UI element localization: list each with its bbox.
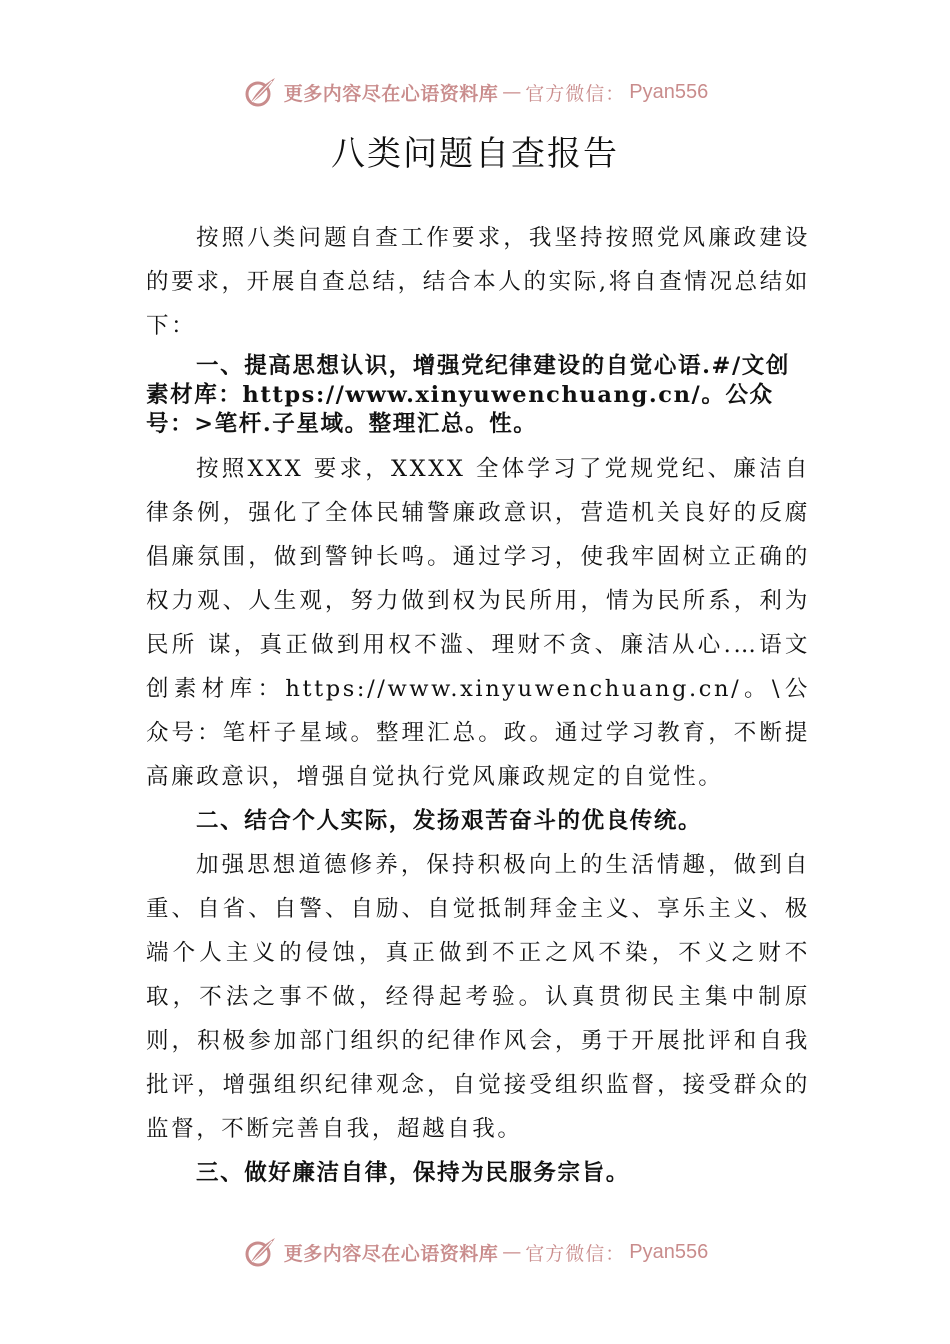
watermark-wechat-id: Pyan556 [629,80,709,103]
watermark-wechat-id: Pyan556 [629,1240,709,1263]
section-3-heading: 三、做好廉洁自律，保持为民服务宗旨。 [196,1160,630,1186]
feather-logo-icon [242,74,278,110]
watermark-separator: — [502,1241,522,1263]
feather-logo-icon [242,1234,278,1270]
section-1-paragraph: 按照XXX 要求，XXXX 全体学习了党规党纪、廉洁自律条例，强化了全体民辅警廉政意识，营造机关良好的反腐倡廉氛围，做到警钟长鸣。通过学习，使我牢固树立正确的权力观、人生观，努力做到权为民所用，情为民所系，利为民所 谋，真正做到用权不滥、理财不贪、廉洁从心.…语文创素材库：https://www.xinyuwenchuang.cn/。\公众号：笔杆子星域。整理汇总。政。通过学习教育，不断提高廉政意识，增强自觉执行党风廉政规定的自觉性。 [146,456,810,790]
watermark-footer [0,1232,950,1272]
watermark-header [0,72,950,112]
watermark-wechat-label: 官方微信： [525,1242,626,1265]
watermark-brand: 更多内容尽在心语资料库 [283,82,499,105]
section-1-heading: 一、提高思想认识，增强党纪律建设的自觉心语.#/文创素材库：https://www.xinyuwenchuang.cn/。公众号：>笔杆.子星域。整理汇总。性。 [146,353,791,437]
document-body [146,216,810,1195]
watermark-brand: 更多内容尽在心语资料库 [283,1242,499,1265]
section-2-paragraph: 加强思想道德修养，保持积极向上的生活情趣，做到自重、自省、自警、自励、自觉抵制拜金主义、享乐主义、极端个人主义的侵蚀，真正做到不正之风不染，不义之财不取，不法之事不做，经得起考验。认真贯彻民主集中制原则，积极参加部门组织的纪律作风会，勇于开展批评和自我批评，增强组织纪律观念，自觉接受组织监督，接受群众的监督，不断完善自我，超越自我。 [146,852,810,1142]
section-2-heading: 二、结合个人实际，发扬艰苦奋斗的优良传统。 [196,808,703,834]
watermark-separator: — [502,81,522,103]
intro-paragraph: 按照八类问题自查工作要求，我坚持按照党风廉政建设的要求，开展自查总结，结合本人的实际,将自查情况总结如下： [146,225,810,339]
watermark-wechat-label: 官方微信： [525,82,626,105]
document-title: 八类问题自查报告 [331,134,619,174]
